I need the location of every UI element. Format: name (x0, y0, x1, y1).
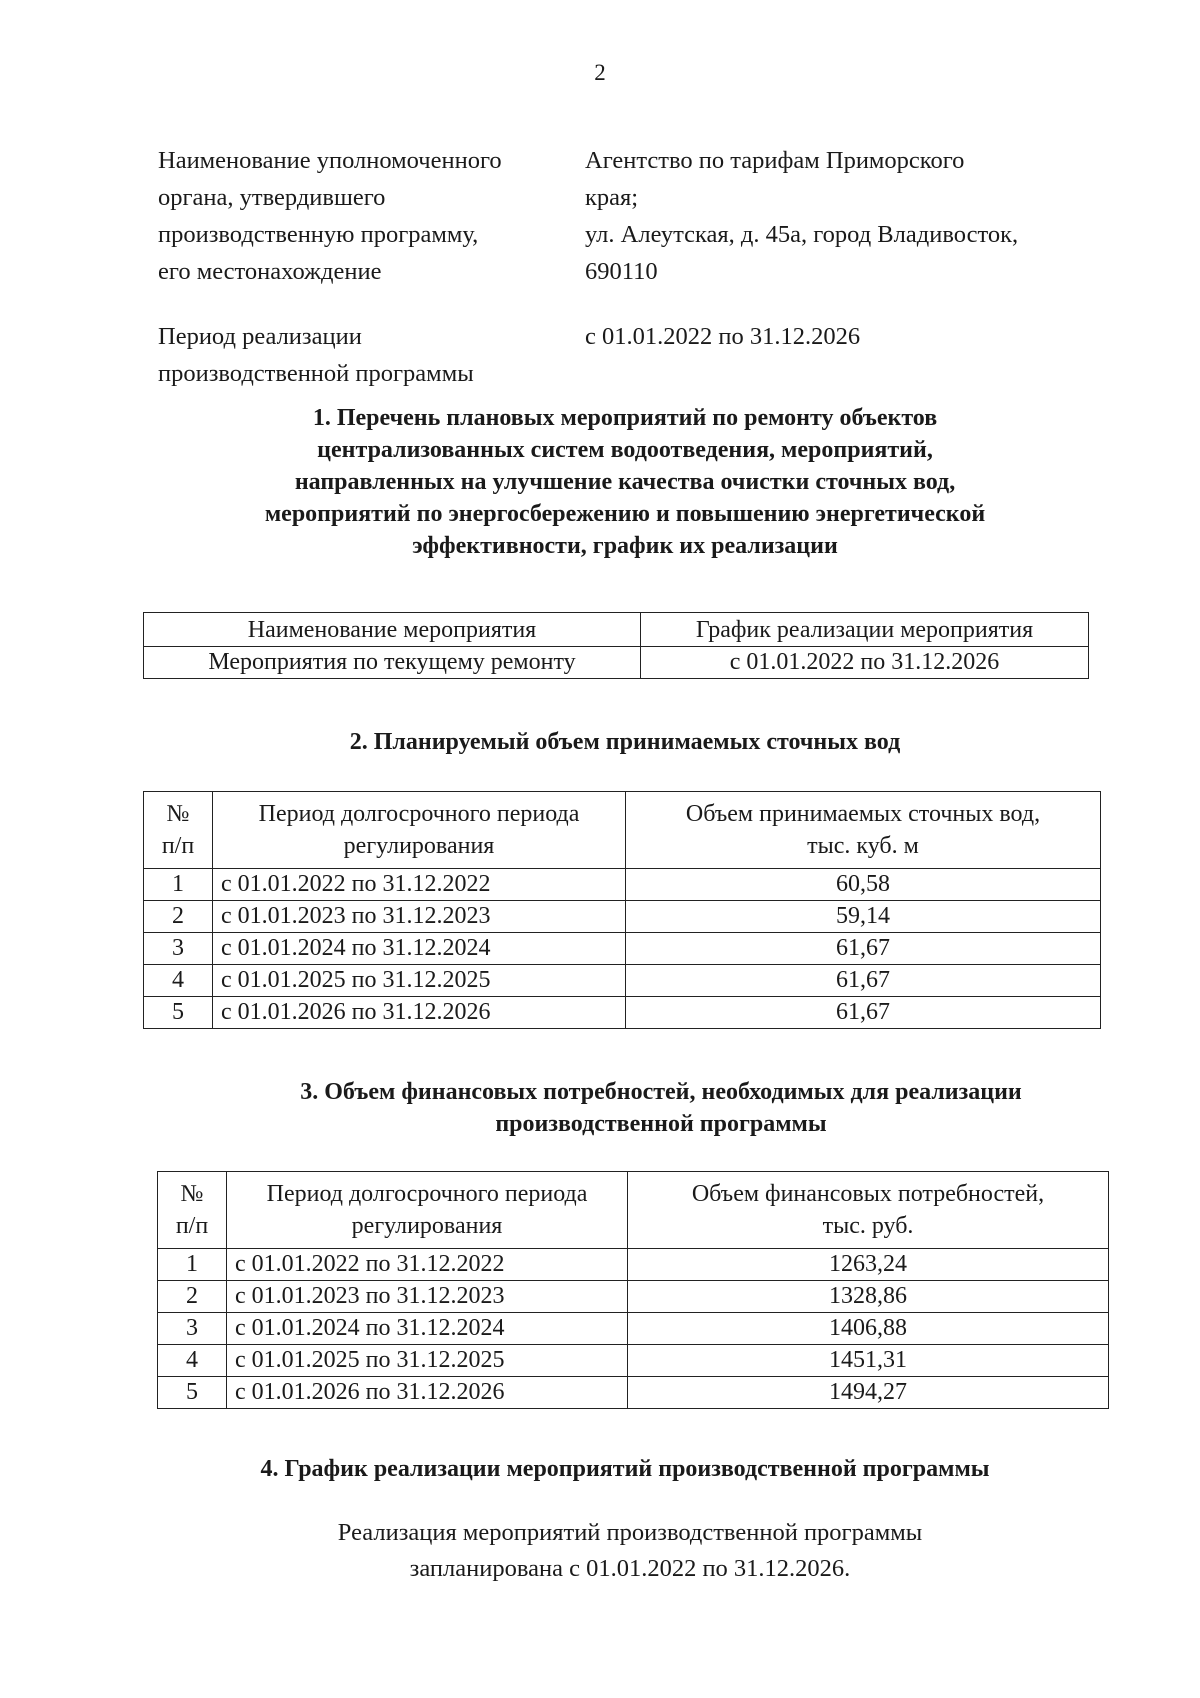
table-cell: 4 (158, 1345, 227, 1377)
period-label: Период реализации производственной программы (158, 323, 474, 387)
table-cell: с 01.01.2023 по 31.12.2023 (213, 901, 626, 933)
table-cell: 5 (158, 1377, 227, 1409)
table-row (144, 869, 1101, 901)
section2-table (143, 791, 1101, 1029)
table-cell: с 01.01.2024 по 31.12.2024 (227, 1313, 628, 1345)
table-cell: 3 (158, 1313, 227, 1345)
table-cell: 4 (144, 965, 213, 997)
table-row (144, 647, 1089, 679)
section3-title: 3. Объем финансовых потребностей, необходимых для реализации производственной программы (300, 1079, 1022, 1137)
info-period (158, 318, 1108, 398)
table-cell: 1328,86 (628, 1281, 1109, 1313)
table-cell: с 01.01.2026 по 31.12.2026 (227, 1377, 628, 1409)
period-value: с 01.01.2022 по 31.12.2026 (585, 323, 861, 350)
table-cell: 1451,31 (628, 1345, 1109, 1377)
table-cell: с 01.01.2025 по 31.12.2025 (213, 965, 626, 997)
table-row (144, 965, 1101, 997)
table-cell: 59,14 (626, 901, 1101, 933)
header-cell: Период долгосрочного периода регулирования (213, 792, 626, 869)
header-cell: № п/п (144, 792, 213, 869)
section1-table (143, 612, 1089, 679)
page-number: 2 (594, 60, 606, 85)
table-cell: 1 (158, 1249, 227, 1281)
table-cell: 61,67 (626, 997, 1101, 1029)
table-cell: с 01.01.2022 по 31.12.2026 (641, 647, 1089, 679)
table-cell: 2 (144, 901, 213, 933)
table-cell: 60,58 (626, 869, 1101, 901)
table-row (144, 933, 1101, 965)
table-cell: 1263,24 (628, 1249, 1109, 1281)
table-cell: с 01.01.2024 по 31.12.2024 (213, 933, 626, 965)
table-cell: с 01.01.2026 по 31.12.2026 (213, 997, 626, 1029)
table-row (144, 901, 1101, 933)
authority-label: Наименование уполномоченного органа, утвердившего производственную программу, его местонахождение (158, 147, 502, 285)
header-cell: № п/п (158, 1172, 227, 1249)
info-authority (158, 142, 1108, 292)
header-cell: Объем принимаемых сточных вод, тыс. куб. м (626, 792, 1101, 869)
header-cell: Наименование мероприятия (144, 613, 641, 647)
table-cell: 5 (144, 997, 213, 1029)
table-header-row (144, 613, 1089, 647)
table-header-row (144, 792, 1101, 869)
section3-table (157, 1171, 1109, 1409)
table-cell: 1494,27 (628, 1377, 1109, 1409)
authority-value: Агентство по тарифам Приморского края; ул. Алеутская, д. 45а, город Владивосток, 690110 (585, 147, 1019, 285)
table-cell: 1 (144, 869, 213, 901)
table-row (158, 1249, 1109, 1281)
section4-text: Реализация мероприятий производственной программы запланирована с 01.01.2022 по 31.12.2026. (337, 1519, 923, 1582)
header-cell: Период долгосрочного периода регулирования (227, 1172, 628, 1249)
table-row (158, 1313, 1109, 1345)
table-cell: 2 (158, 1281, 227, 1313)
table-cell: с 01.01.2022 по 31.12.2022 (227, 1249, 628, 1281)
header-cell: График реализации мероприятия (641, 613, 1089, 647)
table-cell: с 01.01.2025 по 31.12.2025 (227, 1345, 628, 1377)
table-row (158, 1377, 1109, 1409)
table-row (144, 997, 1101, 1029)
section1-title: 1. Перечень плановых мероприятий по ремонту объектов централизованных систем водоотведения, мероприятий, направленных на улучшение качества очистки сточных вод, мероприятий по энергосбережению и повышению энергетической эффективности, график их реализации (264, 405, 986, 559)
table-row (158, 1281, 1109, 1313)
table-cell: 61,67 (626, 965, 1101, 997)
table-row (158, 1345, 1109, 1377)
section2-title: 2. Планируемый объем принимаемых сточных вод (349, 729, 901, 755)
table-cell: Мероприятия по текущему ремонту (144, 647, 641, 679)
table-header-row (158, 1172, 1109, 1249)
table-cell: с 01.01.2022 по 31.12.2022 (213, 869, 626, 901)
table-cell: 61,67 (626, 933, 1101, 965)
header-cell: Объем финансовых потребностей, тыс. руб. (628, 1172, 1109, 1249)
table-cell: с 01.01.2023 по 31.12.2023 (227, 1281, 628, 1313)
table-cell: 3 (144, 933, 213, 965)
section4-title: 4. График реализации мероприятий производственной программы (260, 1456, 990, 1482)
table-cell: 1406,88 (628, 1313, 1109, 1345)
